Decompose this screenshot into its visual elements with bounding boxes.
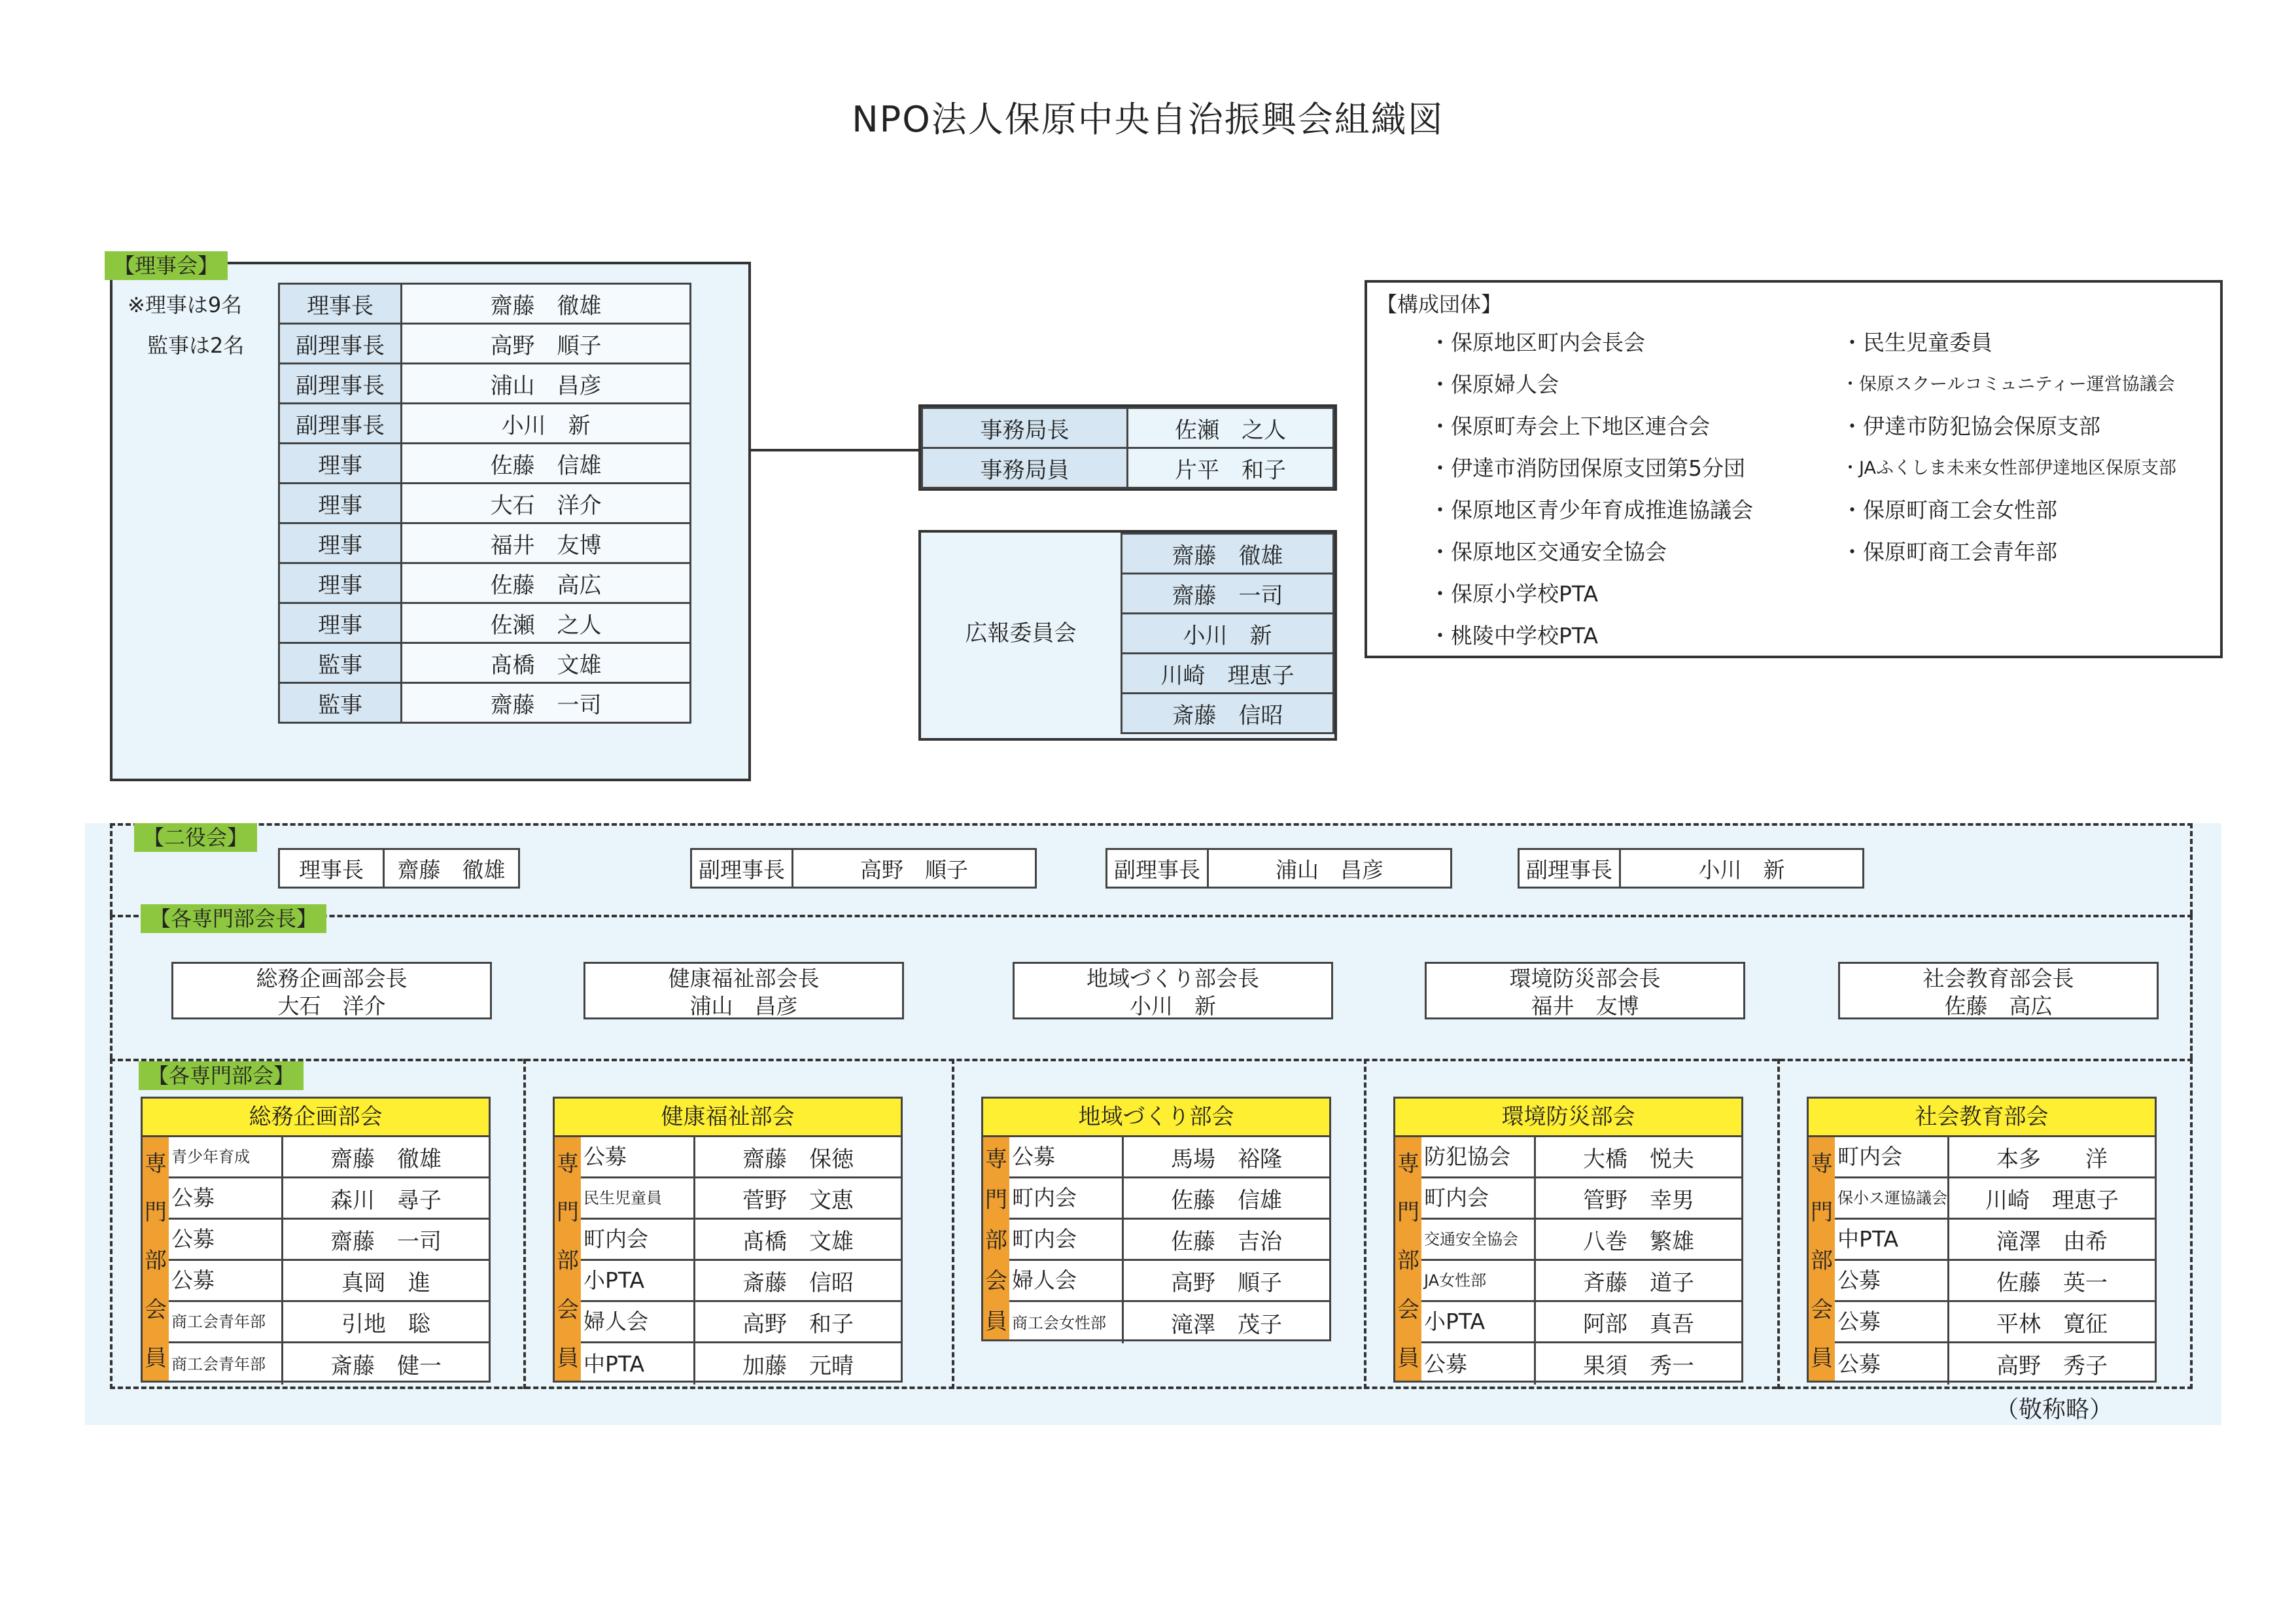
member-label: 民生児童員 <box>581 1178 695 1218</box>
committee-member-row <box>169 1178 489 1220</box>
committee-member-row <box>1009 1261 1329 1302</box>
member-label: 中PTA <box>581 1343 695 1385</box>
pr-table <box>1121 533 1334 734</box>
member-label: 公募 <box>1009 1137 1124 1176</box>
committee-rows <box>169 1137 489 1381</box>
committee-side-label <box>1809 1137 1835 1381</box>
groups-left-list <box>1429 322 1753 657</box>
committee-side-label <box>555 1137 581 1381</box>
board-notes <box>128 285 244 366</box>
committee-box <box>1393 1097 1743 1383</box>
committee-separator <box>523 1059 526 1389</box>
board-row <box>279 523 691 563</box>
committee-member-row <box>169 1302 489 1343</box>
office-row <box>922 408 1334 448</box>
committee-member-row <box>169 1261 489 1302</box>
groups-right-list <box>1841 322 2176 573</box>
committee-title: 環境防災部会 <box>1395 1099 1741 1137</box>
board-name: 高野 順子 <box>402 324 691 364</box>
member-name: 高野 順子 <box>1171 1269 1282 1296</box>
member-label: 公募 <box>1835 1261 1949 1300</box>
committee-member-row <box>581 1343 901 1385</box>
pr-row <box>1122 534 1334 574</box>
side-char: 専 <box>985 1146 1007 1173</box>
member-label: 小PTA <box>581 1261 695 1300</box>
committee-member-row <box>581 1261 901 1302</box>
member-label: 商工会女性部 <box>1009 1302 1124 1343</box>
committee-member-row <box>1009 1220 1329 1261</box>
member-name: 馬場 裕隆 <box>1171 1146 1282 1173</box>
group-item: ・保原地区青少年育成推進協議会 <box>1429 497 1753 523</box>
committee-member-row <box>1009 1178 1329 1220</box>
board-row <box>279 284 691 324</box>
member-name: 斉藤 道子 <box>1583 1269 1694 1296</box>
committee-separator <box>952 1059 954 1389</box>
committee-member-row <box>581 1302 901 1343</box>
board-name: 齋藤 徹雄 <box>402 284 691 324</box>
page-title: NPO法人保原中央自治振興会組織図 <box>852 99 1444 140</box>
board-role: 理事 <box>279 563 402 603</box>
board-role: 理事長 <box>279 284 402 324</box>
pr-label: 広報委員会 <box>965 620 1077 646</box>
board-tag: 【理事会】 <box>105 251 228 280</box>
officer-role: 理事長 <box>280 850 385 887</box>
member-name: 齋藤 保徳 <box>742 1146 854 1173</box>
chair-box <box>1013 962 1333 1019</box>
group-item: ・保原スクールコミュニティー運営協議会 <box>1841 374 2175 395</box>
member-label: 公募 <box>1835 1302 1949 1341</box>
member-label: JA女性部 <box>1421 1261 1536 1300</box>
committee-member-row <box>1421 1220 1741 1261</box>
pr-row <box>1122 574 1334 614</box>
committee-member-row <box>1421 1261 1741 1302</box>
group-item: ・保原婦人会 <box>1429 372 1559 397</box>
chair-name: 小川 新 <box>1130 993 1216 1019</box>
member-name: 滝澤 茂子 <box>1171 1312 1282 1338</box>
member-label: 公募 <box>169 1178 283 1218</box>
group-item: ・保原地区交通安全協会 <box>1429 539 1667 565</box>
office-role: 事務局員 <box>922 448 1128 488</box>
office-name: 佐瀬 之人 <box>1127 408 1333 448</box>
chair-name: 浦山 昌彦 <box>689 993 798 1019</box>
chair-title: 健康福祉部会長 <box>668 966 820 991</box>
group-item: ・保原地区町内会長会 <box>1429 330 1645 355</box>
member-label: 公募 <box>1421 1343 1536 1385</box>
board-role: 副理事長 <box>279 404 402 444</box>
side-char: 部 <box>1811 1248 1833 1275</box>
group-item: ・伊達市防犯協会保原支部 <box>1841 414 2100 439</box>
member-name: 管野 幸男 <box>1583 1187 1694 1214</box>
board-note: ※理事は9名 <box>128 292 243 317</box>
board-row <box>279 364 691 404</box>
committee-member-row <box>1421 1137 1741 1178</box>
committee-member-row <box>169 1220 489 1261</box>
side-char: 専 <box>145 1150 167 1177</box>
side-char: 部 <box>985 1227 1007 1254</box>
officer-name: 浦山 昌彦 <box>1276 856 1383 883</box>
officer-role: 副理事長 <box>1107 850 1209 887</box>
board-role: 理事 <box>279 603 402 643</box>
committee-side-label <box>143 1137 169 1381</box>
member-name: 本多 洋 <box>1996 1146 2108 1173</box>
board-role: 理事 <box>279 523 402 563</box>
committee-member-row <box>1835 1343 2155 1385</box>
committee-side-label <box>983 1137 1009 1339</box>
board-name: 佐藤 高広 <box>402 563 691 603</box>
member-name: 大橋 悦夫 <box>1583 1146 1694 1173</box>
side-char: 員 <box>557 1345 579 1372</box>
officer-box <box>278 848 520 889</box>
side-char: 部 <box>1397 1248 1419 1275</box>
pr-member: 斎藤 信昭 <box>1122 694 1334 733</box>
board-note: 監事は2名 <box>147 333 245 358</box>
chair-name: 佐藤 高広 <box>1944 993 2053 1019</box>
office-row <box>922 448 1334 488</box>
pr-row <box>1122 614 1334 654</box>
member-label: 町内会 <box>581 1220 695 1259</box>
board-role: 副理事長 <box>279 324 402 364</box>
member-name: 菅野 文恵 <box>742 1187 854 1214</box>
committee-member-row <box>1835 1178 2155 1220</box>
officers-tag: 【二役会】 <box>134 823 257 852</box>
board-row <box>279 484 691 523</box>
chair-box <box>171 962 492 1019</box>
board-row <box>279 563 691 603</box>
officer-name: 齋藤 徹雄 <box>397 856 506 883</box>
member-name: 齋藤 徹雄 <box>330 1146 442 1173</box>
committee-member-row <box>1421 1343 1741 1385</box>
member-name: 斎藤 健一 <box>330 1353 442 1379</box>
member-label: 公募 <box>169 1220 283 1259</box>
committee-member-row <box>581 1178 901 1220</box>
side-char: 門 <box>1397 1199 1419 1226</box>
member-name: 引地 聡 <box>341 1311 430 1337</box>
member-name: 八巻 繁雄 <box>1583 1228 1694 1255</box>
board-role: 理事 <box>279 484 402 523</box>
side-char: 員 <box>145 1345 167 1372</box>
pr-row <box>1122 694 1334 733</box>
side-char: 会 <box>1397 1296 1419 1323</box>
committee-title: 社会教育部会 <box>1809 1099 2155 1137</box>
group-item: ・民生児童委員 <box>1841 330 1992 355</box>
board-name: 佐藤 信雄 <box>402 444 691 484</box>
member-name: 平林 寛征 <box>1996 1311 2108 1337</box>
member-label: 商工会青年部 <box>169 1343 283 1385</box>
committee-title: 地域づくり部会 <box>983 1099 1329 1137</box>
member-name: 加藤 元晴 <box>742 1353 854 1379</box>
committee-member-row <box>581 1220 901 1261</box>
committee-member-row <box>1835 1137 2155 1178</box>
committee-separator <box>1777 1059 1780 1389</box>
board-name: 浦山 昌彦 <box>402 364 691 404</box>
board-row <box>279 643 691 683</box>
board-row <box>279 683 691 723</box>
board-row <box>279 444 691 484</box>
office-name: 片平 和子 <box>1127 448 1333 488</box>
committee-member-row <box>1009 1302 1329 1343</box>
officer-name: 小川 新 <box>1698 856 1785 883</box>
officer-box <box>1518 848 1864 889</box>
chair-title: 総務企画部会長 <box>256 966 408 991</box>
office-table <box>921 407 1334 489</box>
board-role: 副理事長 <box>279 364 402 404</box>
side-char: 員 <box>1397 1345 1419 1372</box>
member-name: 果須 秀一 <box>1583 1353 1694 1379</box>
group-item: ・保原町寿会上下地区連合会 <box>1429 414 1710 439</box>
committee-title: 健康福祉部会 <box>555 1099 901 1137</box>
board-row <box>279 603 691 643</box>
side-char: 門 <box>985 1187 1007 1214</box>
side-char: 門 <box>145 1199 167 1226</box>
group-item: ・伊達市消防団保原支団第5分団 <box>1429 455 1745 481</box>
side-char: 員 <box>985 1308 1007 1335</box>
committee-separator <box>1364 1059 1366 1389</box>
member-name: 川崎 理恵子 <box>1985 1187 2119 1214</box>
committee-member-row <box>169 1137 489 1178</box>
officer-role: 副理事長 <box>1520 850 1621 887</box>
officer-name: 高野 順子 <box>860 856 968 883</box>
pr-member: 川崎 理恵子 <box>1122 654 1334 694</box>
chair-title: 社会教育部会長 <box>1922 966 2074 991</box>
member-name: 斎藤 信昭 <box>742 1269 854 1296</box>
side-char: 会 <box>1811 1296 1833 1323</box>
committee-box <box>141 1097 491 1383</box>
pr-row <box>1122 654 1334 694</box>
member-label: 青少年育成 <box>169 1137 283 1176</box>
committee-rows <box>1835 1137 2155 1381</box>
member-label: 公募 <box>169 1261 283 1300</box>
side-char: 門 <box>1811 1199 1833 1226</box>
committee-rows <box>581 1137 901 1381</box>
pr-member: 小川 新 <box>1122 614 1334 654</box>
groups-tag: 【構成団体】 <box>1376 292 1503 317</box>
committee-member-row <box>1421 1178 1741 1220</box>
member-name: 佐藤 英一 <box>1996 1269 2108 1296</box>
committees-tag: 【各専門部会】 <box>139 1061 304 1090</box>
member-name: 真岡 進 <box>341 1269 430 1296</box>
chair-box <box>583 962 904 1019</box>
side-char: 専 <box>1397 1150 1419 1177</box>
committee-title: 総務企画部会 <box>143 1099 489 1137</box>
board-name: 福井 友博 <box>402 523 691 563</box>
chair-box <box>1838 962 2159 1019</box>
member-name: 阿部 真吾 <box>1583 1311 1694 1337</box>
committee-member-row <box>1009 1137 1329 1178</box>
group-item: ・保原町商工会女性部 <box>1841 497 2057 523</box>
board-table <box>278 283 691 724</box>
group-item: ・保原町商工会青年部 <box>1841 539 2057 565</box>
committee-member-row <box>1421 1302 1741 1343</box>
committee-box <box>553 1097 903 1383</box>
side-char: 会 <box>985 1267 1007 1294</box>
connector-line <box>751 449 918 451</box>
board-row <box>279 324 691 364</box>
committee-member-row <box>1835 1302 2155 1343</box>
committee-box <box>981 1097 1331 1341</box>
board-role: 監事 <box>279 683 402 723</box>
member-label: 商工会青年部 <box>169 1302 283 1341</box>
member-label: 町内会 <box>1835 1137 1949 1176</box>
board-role: 監事 <box>279 643 402 683</box>
member-label: 中PTA <box>1835 1220 1949 1259</box>
member-label: 小PTA <box>1421 1302 1536 1341</box>
pr-member: 齋藤 徹雄 <box>1122 534 1334 574</box>
committee-box <box>1807 1097 2157 1383</box>
member-label: 防犯協会 <box>1421 1137 1536 1176</box>
chair-name: 大石 洋介 <box>277 993 386 1019</box>
member-label: 公募 <box>1835 1343 1949 1385</box>
committee-rows <box>1421 1137 1741 1381</box>
group-item: ・保原小学校PTA <box>1429 581 1599 607</box>
member-label: 交通安全協会 <box>1421 1220 1536 1259</box>
chair-box <box>1425 962 1745 1019</box>
chair-title: 環境防災部会長 <box>1509 966 1661 991</box>
pr-member: 齋藤 一司 <box>1122 574 1334 614</box>
member-name: 齋藤 一司 <box>330 1228 442 1255</box>
member-name: 高野 秀子 <box>1996 1353 2108 1379</box>
member-label: 保小ス運協議会 <box>1835 1178 1949 1218</box>
member-label: 公募 <box>581 1137 695 1176</box>
board-name: 小川 新 <box>402 404 691 444</box>
member-label: 婦人会 <box>1009 1261 1124 1300</box>
member-name: 滝澤 由希 <box>1996 1228 2108 1255</box>
side-char: 門 <box>557 1199 579 1226</box>
board-name: 齋藤 一司 <box>402 683 691 723</box>
member-label: 町内会 <box>1009 1220 1124 1259</box>
group-item: ・JAふくしま未来女性部伊達地区保原支部 <box>1841 458 2176 478</box>
board-name: 大石 洋介 <box>402 484 691 523</box>
officer-box <box>1105 848 1452 889</box>
chairs-tag: 【各専門部会長】 <box>141 904 326 933</box>
member-name: 佐藤 吉治 <box>1171 1228 1282 1255</box>
side-char: 専 <box>557 1150 579 1177</box>
member-name: 高野 和子 <box>742 1311 854 1337</box>
chair-title: 地域づくり部会長 <box>1087 966 1259 991</box>
member-label: 町内会 <box>1009 1178 1124 1218</box>
honorific-note: （敬称略） <box>1995 1396 2113 1423</box>
board-row <box>279 404 691 444</box>
committee-member-row <box>581 1137 901 1178</box>
office-role: 事務局長 <box>922 408 1128 448</box>
member-name: 佐藤 信雄 <box>1171 1187 1282 1214</box>
member-name: 森川 尋子 <box>330 1187 442 1214</box>
side-char: 会 <box>145 1296 167 1323</box>
board-name: 佐瀬 之人 <box>402 603 691 643</box>
side-char: 員 <box>1811 1345 1833 1372</box>
group-item: ・桃陵中学校PTA <box>1429 623 1599 648</box>
board-name: 髙橋 文雄 <box>402 643 691 683</box>
committee-member-row <box>1835 1220 2155 1261</box>
committee-member-row <box>169 1343 489 1385</box>
member-label: 婦人会 <box>581 1302 695 1341</box>
side-char: 部 <box>557 1248 579 1275</box>
committee-rows <box>1009 1137 1329 1339</box>
member-label: 町内会 <box>1421 1178 1536 1218</box>
side-char: 会 <box>557 1296 579 1323</box>
side-char: 専 <box>1811 1150 1833 1177</box>
board-role: 理事 <box>279 444 402 484</box>
officer-role: 副理事長 <box>692 850 793 887</box>
member-name: 髙橋 文雄 <box>742 1228 854 1255</box>
chair-name: 福井 友博 <box>1531 993 1639 1019</box>
officer-box <box>690 848 1037 889</box>
committee-member-row <box>1835 1261 2155 1302</box>
side-char: 部 <box>145 1248 167 1275</box>
committee-side-label <box>1395 1137 1421 1381</box>
